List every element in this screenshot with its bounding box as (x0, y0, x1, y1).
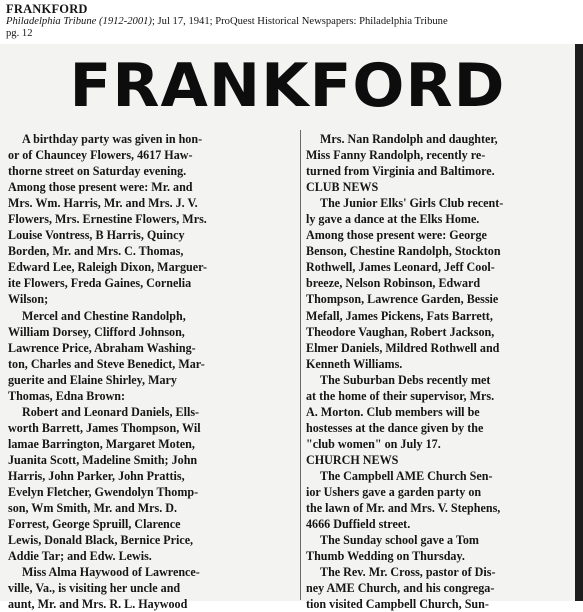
article-line: Elmer Daniels, Mildred Rothwell and (306, 340, 500, 355)
article-line: ton, Charles and Steve Benedict, Mar- (8, 356, 205, 371)
article-line: Addie Tar; and Edw. Lewis. (8, 549, 152, 564)
article-line: at the home of their supervisor, Mrs. (306, 388, 495, 403)
article-line: The Rev. Mr. Cross, pastor of Dis- (320, 565, 496, 580)
article-line: Juanita Scott, Madeline Smith; John (8, 452, 198, 467)
article-line: The Campbell AME Church Sen- (320, 468, 493, 483)
article-line: Mercel and Chestine Randolph, (22, 308, 186, 323)
article-line: ney AME Church, and his congrega- (306, 581, 495, 596)
article-line: "club women" on July 17. (306, 436, 441, 451)
article-line: aunt, Mr. and Mrs. R. L. Haywood (8, 597, 188, 612)
article-line: Miss Fanny Randolph, recently re- (306, 148, 486, 163)
article-line: Flowers, Mrs. Ernestine Flowers, Mrs. (8, 212, 207, 227)
article-line: Mrs. Wm. Harris, Mr. and Mrs. J. V. (8, 196, 198, 211)
scan-edge (575, 44, 583, 601)
article-line: Miss Alma Haywood of Lawrence- (22, 565, 200, 580)
article-line: Theodore Vaughan, Robert Jackson, (306, 324, 495, 339)
article-headline: FRANKFORD (69, 51, 506, 121)
article-line: breeze, Nelson Robinson, Edward (306, 276, 481, 291)
citation-header (6, 3, 576, 39)
article-line: ite Flowers, Freda Gaines, Cornelia (8, 276, 192, 291)
article-right-column (306, 131, 566, 612)
article-line: Edward Lee, Raleigh Dixon, Marguer- (8, 260, 208, 275)
article-line: 4666 Duffield street. (306, 517, 411, 532)
article-line: ly gave a dance at the Elks Home. (306, 212, 480, 227)
citation-publication: Philadelphia Tribune (1912-2001) (6, 16, 152, 27)
article-line: Mefall, James Pickens, Fats Barrett, (306, 308, 493, 323)
article-line: A birthday party was given in hon- (22, 132, 203, 146)
article-line: CLUB NEWS (306, 180, 379, 195)
article-line: Wilson; (8, 292, 49, 307)
article-line: The Junior Elks' Girls Club recent- (320, 196, 504, 211)
article-line: A. Morton. Club members will be (306, 404, 480, 419)
newspaper-clipping (0, 44, 583, 612)
article-line: Thomas, Edna Brown: (8, 388, 126, 403)
article-line: Harris, John Parker, John Prattis, (8, 468, 185, 483)
article-line: the lawn of Mr. and Mrs. V. Stephens, (306, 501, 501, 516)
article-line: Benson, Chestine Randolph, Stockton (306, 244, 501, 259)
article-line: turned from Virginia and Baltimore. (306, 164, 495, 179)
article-line: The Sunday school gave a Tom (320, 533, 479, 548)
article-line: hostesses at the dance given by the (306, 420, 484, 435)
article-line: Thompson, Lawrence Garden, Bessie (306, 292, 499, 307)
article-line: Louise Vontress, B Harris, Quincy (8, 228, 185, 243)
article-line: Forrest, George Spruill, Clarence (8, 517, 181, 532)
article-line: Among those present were: George (306, 228, 487, 243)
article-line: son, Wm Smith, Mr. and Mrs. D. (8, 501, 177, 516)
article-left-column (8, 131, 295, 612)
article-line: thorne street on Saturday evening. (8, 164, 187, 179)
article-line: Lawrence Price, Abraham Washing- (8, 340, 196, 355)
article-line: Among those present were: Mr. and (8, 180, 193, 195)
article-line: Borden, Mr. and Mrs. C. Thomas, (8, 244, 184, 259)
article-line: ville, Va., is visiting her uncle and (8, 581, 181, 596)
citation-details: ; Jul 17, 1941; ProQuest Historical Newspapers: Philadelphia Tribune (151, 16, 448, 27)
column-divider (300, 130, 301, 600)
article-line: or of Chauncey Flowers, 4617 Haw- (8, 148, 193, 163)
article-line: Kenneth Williams. (306, 356, 403, 371)
article-line: worth Barrett, James Thompson, Wil (8, 420, 201, 435)
article-line: tion visited Campbell Church, Sun- (306, 597, 489, 612)
article-line: Mrs. Nan Randolph and daughter, (320, 132, 498, 146)
citation-title: FRANKFORD (6, 2, 88, 16)
article-line: Thumb Wedding on Thursday. (306, 549, 465, 564)
article-line: lamae Barrington, Margaret Moten, (8, 436, 195, 451)
article-line: Evelyn Fletcher, Gwendolyn Thomp- (8, 485, 199, 500)
article-line: The Suburban Debs recently met (320, 372, 491, 387)
article-line: Rothwell, James Leonard, Jeff Cool- (306, 260, 495, 275)
citation-source-line (6, 16, 576, 28)
article-line: Lewis, Donald Black, Bernice Price, (8, 533, 194, 548)
article-line: CHURCH NEWS (306, 452, 399, 467)
article-line: ior Ushers gave a garden party on (306, 485, 482, 500)
article-line: guerite and Elaine Shirley, Mary (8, 372, 177, 387)
article-line: William Dorsey, Clifford Johnson, (8, 324, 185, 339)
citation-page: pg. 12 (6, 28, 33, 39)
article-line: Robert and Leonard Daniels, Ells- (22, 404, 200, 419)
